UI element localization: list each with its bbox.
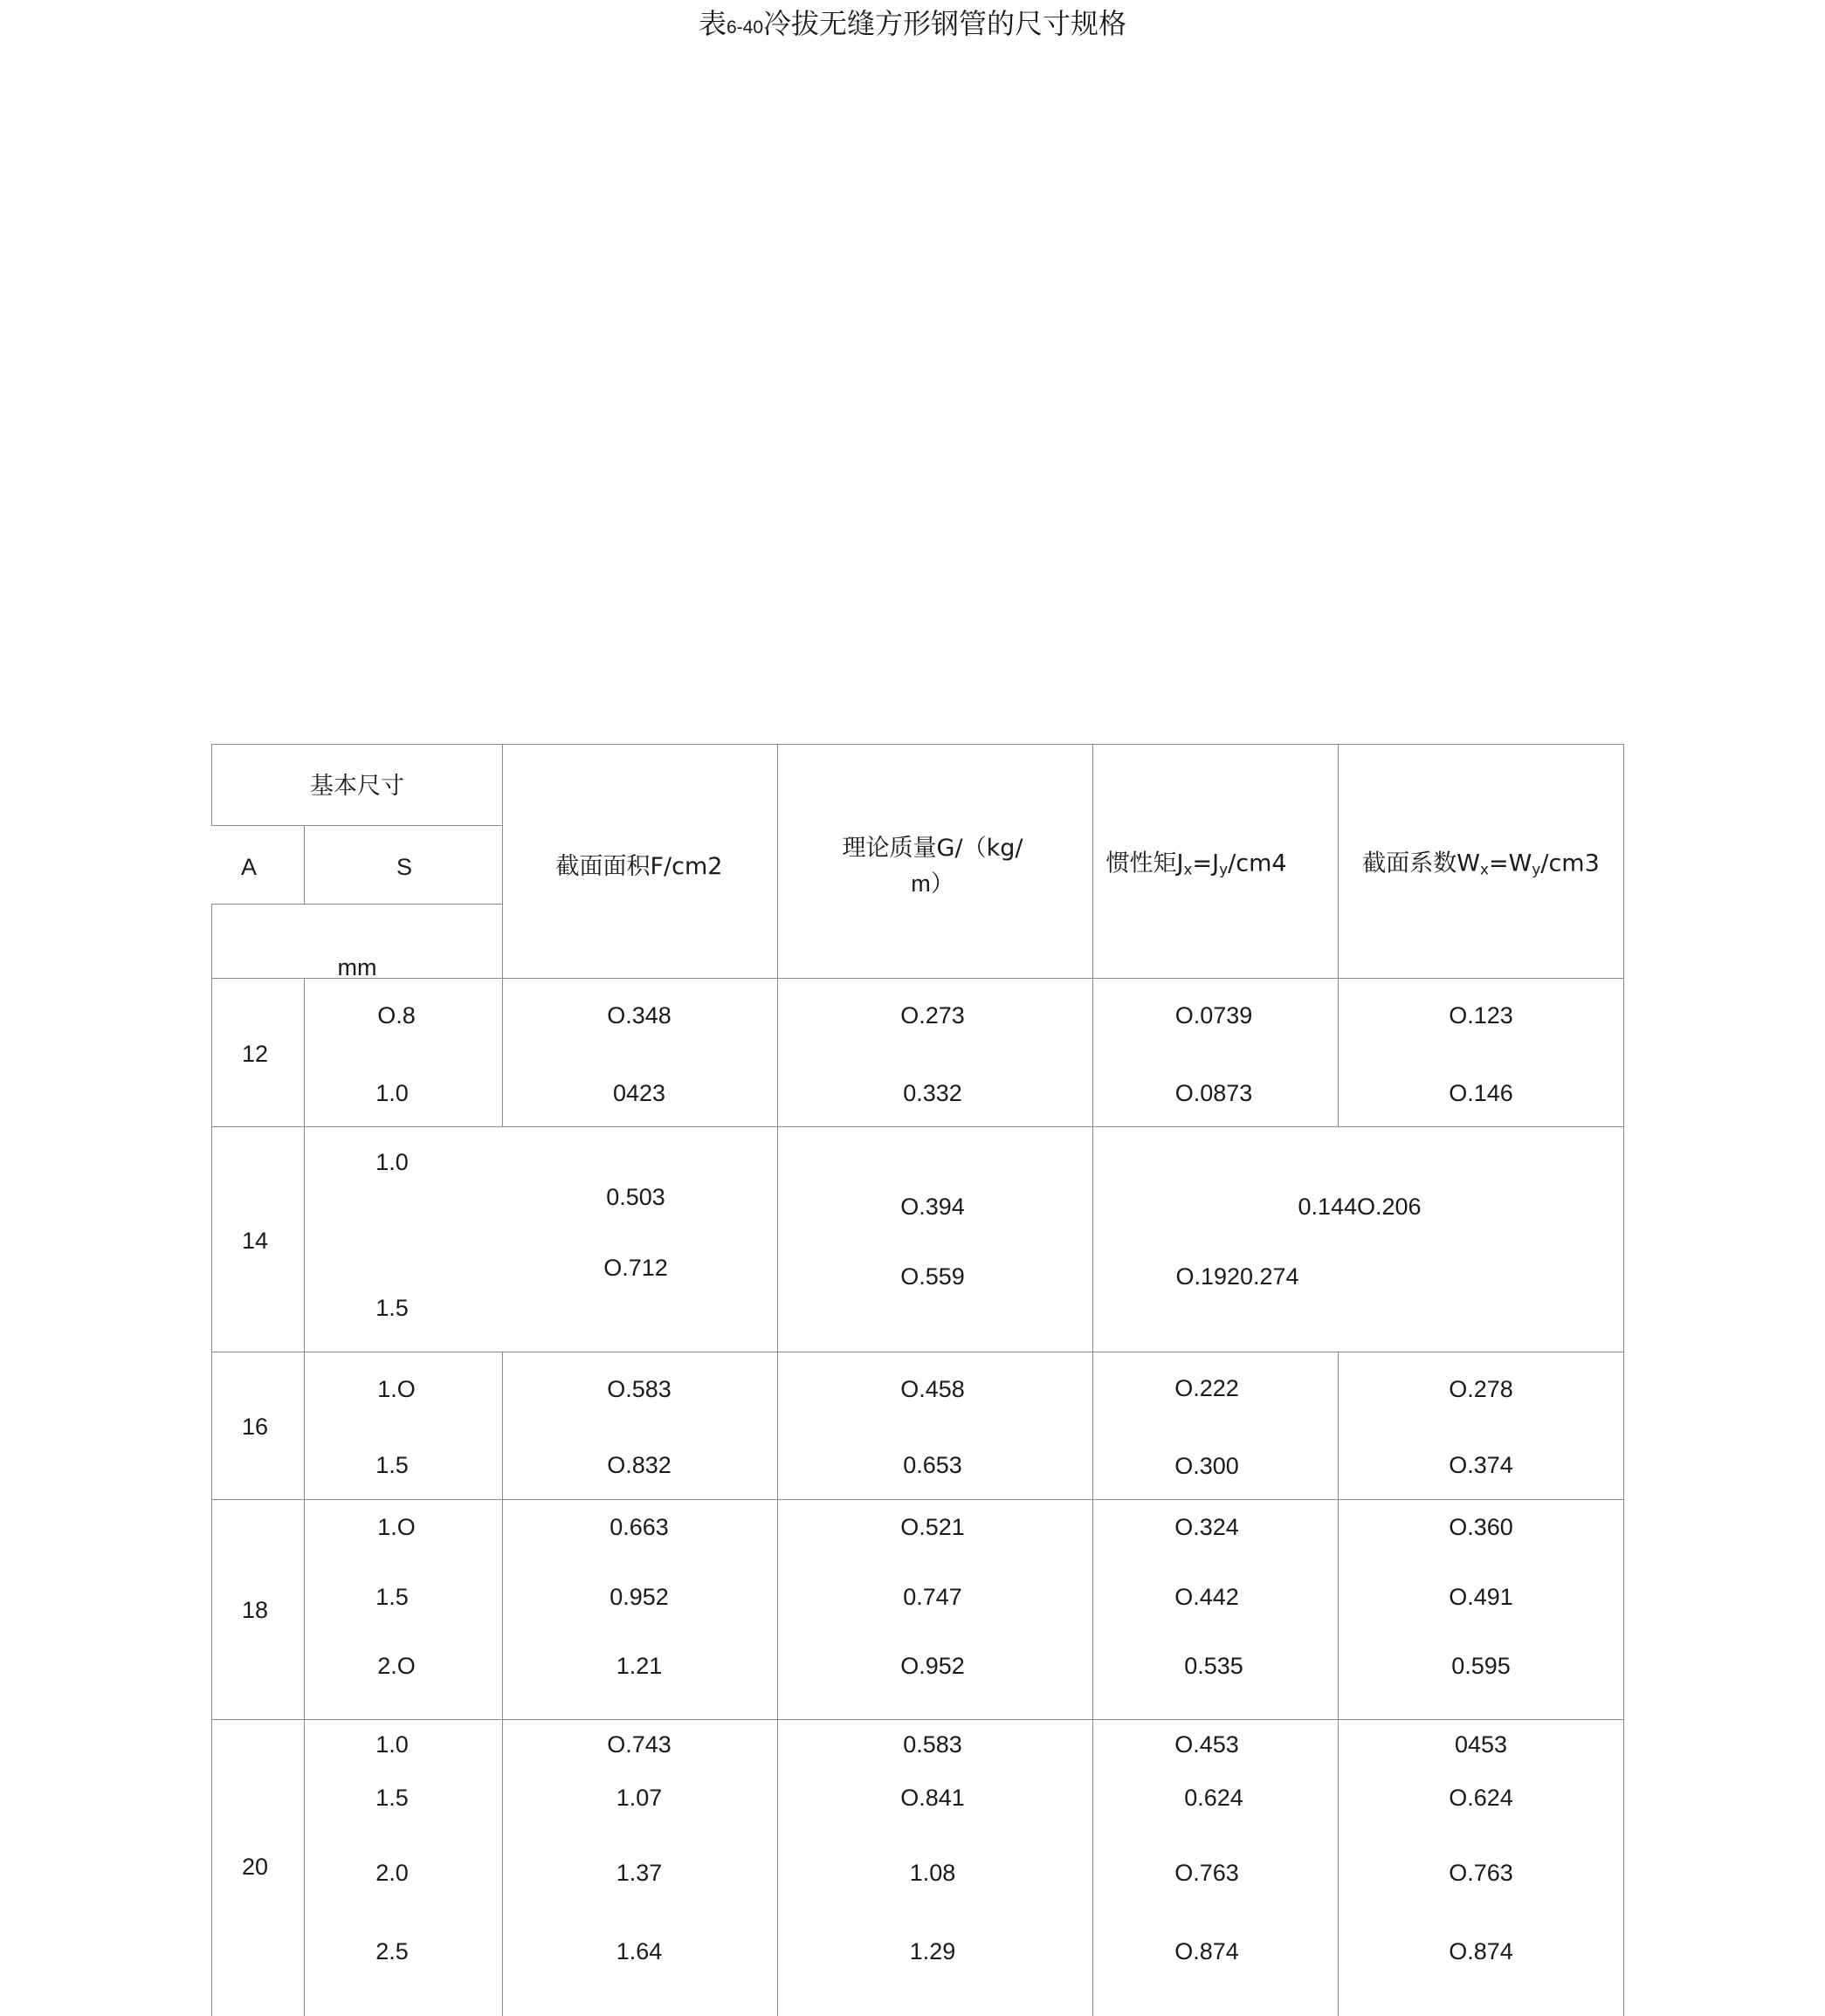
- cell-s: 1.O: [377, 1376, 416, 1402]
- group-a-value: 20: [241, 1854, 269, 1880]
- rule: [211, 904, 502, 905]
- page-title: [0, 2, 1825, 42]
- cell-modulus: 0.595: [1451, 1653, 1511, 1679]
- group-a-value: 18: [241, 1597, 269, 1623]
- rule: [211, 744, 212, 825]
- cell-s: 2.O: [377, 1653, 416, 1679]
- header-mass-line2: m）: [911, 870, 954, 897]
- rule: [211, 1499, 1624, 1500]
- rule: [502, 744, 503, 1126]
- cell-area: O.832: [607, 1452, 671, 1478]
- cell-mass: 1.08: [909, 1860, 956, 1886]
- rule: [1623, 744, 1624, 2016]
- title-prefix: 表: [698, 7, 727, 40]
- cell-area: 0423: [612, 1080, 666, 1106]
- header-s: S: [396, 854, 413, 880]
- cell-area: O.583: [607, 1376, 671, 1402]
- cell-mass: 0.747: [903, 1584, 962, 1610]
- modulus-mid: =W: [1488, 850, 1532, 877]
- cell-s: 1.5: [375, 1785, 409, 1811]
- cell-mass: O.521: [900, 1514, 965, 1540]
- modulus-prefix: 截面系数W: [1362, 850, 1480, 877]
- rule: [1338, 1352, 1339, 2016]
- rule: [502, 1352, 503, 2016]
- modulus-suffix: /cm3: [1540, 850, 1600, 877]
- cell-inertia: O.0873: [1174, 1080, 1253, 1106]
- cell-inertia-modulus: O.1920.274: [1175, 1263, 1299, 1290]
- header-inertia: [1105, 850, 1286, 884]
- cell-inertia: O.324: [1174, 1514, 1239, 1540]
- cell-modulus: O.624: [1449, 1785, 1513, 1811]
- rule: [777, 744, 778, 2016]
- cell-mass: O.952: [900, 1653, 965, 1679]
- inertia-prefix: 惯性矩J: [1105, 850, 1184, 877]
- cell-mass: 1.29: [909, 1938, 956, 1964]
- cell-area: O.712: [603, 1255, 668, 1281]
- cell-modulus: 0453: [1454, 1731, 1508, 1758]
- cell-modulus: O.146: [1449, 1080, 1513, 1106]
- spec-table: [211, 744, 1624, 2016]
- header-modulus: [1362, 850, 1600, 884]
- rule: [1092, 744, 1093, 2016]
- cell-area: 1.07: [616, 1785, 663, 1811]
- cell-inertia: O.222: [1174, 1375, 1239, 1401]
- rule: [304, 825, 305, 904]
- cell-mass: 0.583: [903, 1731, 962, 1758]
- cell-s: 1.5: [375, 1452, 409, 1478]
- cell-area: 1.21: [616, 1653, 663, 1679]
- title-number: 6-40: [726, 17, 764, 38]
- cell-s: 1.5: [375, 1295, 409, 1321]
- cell-inertia: O.763: [1174, 1860, 1239, 1886]
- header-unit: mm: [337, 954, 377, 980]
- inertia-sub-x: x: [1183, 861, 1193, 879]
- cell-inertia: 0.535: [1184, 1653, 1243, 1679]
- group-a-value: 12: [241, 1041, 269, 1067]
- rule: [211, 904, 212, 2016]
- cell-s: 1.O: [377, 1514, 416, 1540]
- cell-area: O.743: [607, 1731, 671, 1758]
- group-a-value: 14: [241, 1228, 269, 1254]
- cell-mass: O.458: [900, 1376, 965, 1402]
- cell-modulus: O.278: [1449, 1376, 1513, 1402]
- cell-inertia-modulus: 0.144O.206: [1298, 1194, 1422, 1220]
- modulus-sub-y: y: [1532, 861, 1541, 879]
- cell-modulus: O.763: [1449, 1860, 1513, 1886]
- cell-inertia: O.442: [1174, 1584, 1239, 1610]
- inertia-sub-y: y: [1219, 861, 1229, 879]
- header-basic-size: 基本尺寸: [310, 773, 404, 800]
- cell-area: 0.503: [606, 1184, 665, 1210]
- inertia-suffix: /cm4: [1228, 850, 1287, 877]
- cell-s: 2.0: [375, 1860, 409, 1886]
- cell-modulus: O.874: [1449, 1938, 1513, 1964]
- cell-inertia: O.0739: [1174, 1002, 1253, 1029]
- cell-area: 0.663: [609, 1514, 669, 1540]
- rule: [211, 825, 502, 826]
- cell-s: 1.5: [375, 1584, 409, 1610]
- cell-inertia: 0.624: [1184, 1785, 1243, 1811]
- rule: [211, 1719, 1624, 1720]
- title-text: 冷拔无缝方形钢管的尺寸规格: [763, 7, 1127, 40]
- cell-mass: 0.653: [903, 1452, 962, 1478]
- cell-mass: O.841: [900, 1785, 965, 1811]
- cell-s: 1.0: [375, 1731, 409, 1758]
- rule: [211, 1126, 1624, 1127]
- rule: [304, 978, 305, 2016]
- cell-area: 1.37: [616, 1860, 663, 1886]
- cell-mass: O.559: [900, 1263, 965, 1290]
- cell-modulus: O.491: [1449, 1584, 1513, 1610]
- header-a: A: [240, 854, 258, 880]
- cell-mass: 0.332: [903, 1080, 962, 1106]
- header-mass-line1: 理论质量G/（kg/: [842, 835, 1023, 862]
- cell-area: 1.64: [616, 1938, 663, 1964]
- cell-inertia: O.300: [1174, 1453, 1239, 1479]
- cell-modulus: O.123: [1449, 1002, 1513, 1029]
- cell-s: 2.5: [375, 1938, 409, 1964]
- cell-area: O.348: [607, 1002, 671, 1029]
- group-a-value: 16: [241, 1414, 269, 1440]
- cell-s: O.8: [377, 1002, 416, 1029]
- cell-inertia: O.874: [1174, 1938, 1239, 1964]
- rule: [1338, 744, 1339, 1126]
- cell-area: 0.952: [609, 1584, 669, 1610]
- cell-mass: O.394: [900, 1194, 965, 1220]
- cell-inertia: O.453: [1174, 1731, 1239, 1758]
- cell-mass: O.273: [900, 1002, 965, 1029]
- cell-modulus: O.374: [1449, 1452, 1513, 1478]
- cell-s: 1.0: [375, 1080, 409, 1106]
- cell-modulus: O.360: [1449, 1514, 1513, 1540]
- inertia-mid: =J: [1192, 850, 1220, 877]
- cell-s: 1.0: [375, 1149, 409, 1175]
- modulus-sub-x: x: [1479, 861, 1489, 879]
- rule: [211, 744, 1624, 745]
- rule: [211, 978, 1624, 979]
- header-area: 截面面积F/cm2: [555, 853, 723, 880]
